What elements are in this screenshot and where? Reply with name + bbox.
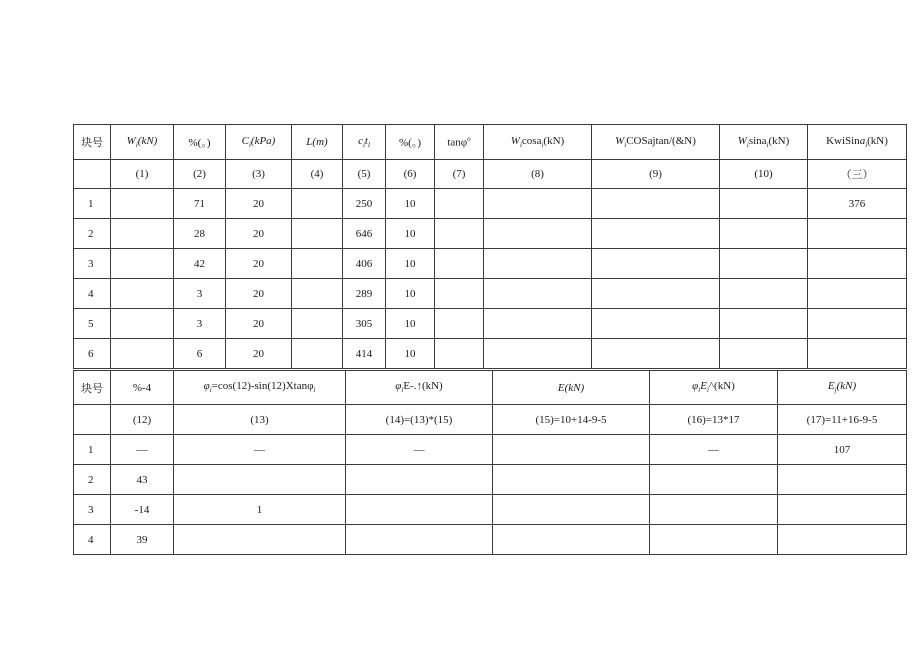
table-cell: [435, 309, 484, 339]
table-cell: [111, 339, 174, 369]
header-block-no: 块号: [74, 125, 111, 160]
table-cell: [484, 249, 592, 279]
table-cell: [435, 219, 484, 249]
number-cell: (17)=11+16-9-5: [778, 405, 907, 435]
table1-header-row: [74, 125, 907, 160]
table-cell: [720, 189, 808, 219]
table-cell: -14: [111, 495, 174, 525]
table-cell: [292, 249, 343, 279]
table-cell: 10: [386, 189, 435, 219]
table-cell: [720, 249, 808, 279]
number-cell: (8): [484, 160, 592, 189]
table-cell: 414: [343, 339, 386, 369]
table-row: [74, 339, 907, 369]
block-number: 2: [74, 465, 111, 495]
table-cell: [493, 465, 650, 495]
table2-number-row: [74, 405, 907, 435]
block-number: 4: [74, 279, 111, 309]
table-cell: [111, 249, 174, 279]
table-cell: [174, 525, 346, 555]
table-cell: [346, 465, 493, 495]
table-cell: 10: [386, 309, 435, 339]
number-cell: (3): [226, 160, 292, 189]
table-cell: [435, 249, 484, 279]
table-cell: [292, 189, 343, 219]
header-wi-sin: $W_i\sin a_i(kN)$: [720, 125, 808, 160]
calculation-table-1: [73, 124, 907, 369]
number-cell: (16)=13*17: [650, 405, 778, 435]
table-cell: [111, 309, 174, 339]
table-cell: [493, 525, 650, 555]
table-cell: —: [111, 435, 174, 465]
table-cell: [720, 309, 808, 339]
table-cell: [720, 219, 808, 249]
table-cell: [484, 189, 592, 219]
table-cell: 3: [174, 279, 226, 309]
number-cell: [74, 160, 111, 189]
block-number: 3: [74, 495, 111, 525]
table-cell: [592, 219, 720, 249]
table-cell: 43: [111, 465, 174, 495]
table-cell: 10: [386, 219, 435, 249]
table-row: [74, 219, 907, 249]
number-cell: (14)=(13)*(15): [346, 405, 493, 435]
number-cell: (12): [111, 405, 174, 435]
header-ej: $E_j(kN)$: [778, 371, 907, 405]
block-number: 3: [74, 249, 111, 279]
table-cell: [292, 309, 343, 339]
table-cell: 39: [111, 525, 174, 555]
number-cell: (1): [111, 160, 174, 189]
header-tan-phi: tanφ$^o$: [435, 125, 484, 160]
table-cell: [346, 525, 493, 555]
table-cell: 406: [343, 249, 386, 279]
header-angle-2: %(。): [386, 125, 435, 160]
calculation-table-2: [73, 370, 907, 555]
header-kwi-sin: KwiSina$_i$(kN): [808, 125, 907, 160]
table-cell: 646: [343, 219, 386, 249]
table-cell: [592, 309, 720, 339]
table-cell: [111, 219, 174, 249]
number-cell: (10): [720, 160, 808, 189]
table-cell: 20: [226, 279, 292, 309]
table-cell: [484, 309, 592, 339]
table-row: [74, 189, 907, 219]
table-cell: [292, 279, 343, 309]
table-cell: [111, 279, 174, 309]
table-cell: [484, 219, 592, 249]
header-e: E(kN): [493, 371, 650, 405]
table-row: [74, 249, 907, 279]
table-cell: [778, 525, 907, 555]
header-wi-cos-tan: $W_iCOSajtan/(\&N)$: [592, 125, 720, 160]
table-cell: [650, 525, 778, 555]
table2-header-row: [74, 371, 907, 405]
table-cell: 107: [778, 435, 907, 465]
table-cell: 20: [226, 189, 292, 219]
table-cell: 20: [226, 339, 292, 369]
number-cell: (9): [592, 160, 720, 189]
number-cell: (2): [174, 160, 226, 189]
table-cell: [592, 279, 720, 309]
block-number: 5: [74, 309, 111, 339]
table-cell: [484, 339, 592, 369]
table-row: [74, 495, 907, 525]
table-cell: 71: [174, 189, 226, 219]
number-cell: (4): [292, 160, 343, 189]
table-cell: 3: [174, 309, 226, 339]
table-cell: 10: [386, 279, 435, 309]
table-cell: 20: [226, 249, 292, 279]
block-number: 1: [74, 435, 111, 465]
table-cell: [592, 339, 720, 369]
table-cell: [493, 495, 650, 525]
table-cell: [292, 339, 343, 369]
table-cell: [174, 465, 346, 495]
table-cell: [720, 339, 808, 369]
table-cell: [592, 189, 720, 219]
table-cell: [484, 279, 592, 309]
table-cell: 42: [174, 249, 226, 279]
table-cell: 6: [174, 339, 226, 369]
header-wi-cos: $W_i\cos a_i(kN)$: [484, 125, 592, 160]
table-cell: 28: [174, 219, 226, 249]
table-cell: [778, 495, 907, 525]
table-row: [74, 465, 907, 495]
table-cell: [493, 435, 650, 465]
table-row: [74, 435, 907, 465]
table-cell: 289: [343, 279, 386, 309]
number-cell: (7): [435, 160, 484, 189]
number-cell: (15)=10+14-9-5: [493, 405, 650, 435]
table-cell: 250: [343, 189, 386, 219]
table-cell: —: [346, 435, 493, 465]
table-cell: [435, 339, 484, 369]
block-number: 6: [74, 339, 111, 369]
table-cell: [650, 465, 778, 495]
table-cell: 10: [386, 339, 435, 369]
header-angle-1: %(。): [174, 125, 226, 160]
table-cell: [808, 219, 907, 249]
table-row: [74, 279, 907, 309]
number-cell: (13): [174, 405, 346, 435]
number-cell: （三）: [808, 160, 907, 189]
table-row: [74, 309, 907, 339]
table-cell: [592, 249, 720, 279]
table-cell: —: [174, 435, 346, 465]
header-ci: $C_i(kPa)$: [226, 125, 292, 160]
table-cell: [111, 189, 174, 219]
table-cell: 20: [226, 309, 292, 339]
header-block-no: 块号: [74, 371, 111, 405]
table-cell: [435, 189, 484, 219]
table-cell: [720, 279, 808, 309]
number-cell: (5): [343, 160, 386, 189]
header-phi-formula: $\varphi_i=\cos(12)-\sin(12)Xtan\varphi_i$: [174, 371, 346, 405]
table-cell: 10: [386, 249, 435, 279]
number-cell: (6): [386, 160, 435, 189]
block-number: 2: [74, 219, 111, 249]
block-number: 4: [74, 525, 111, 555]
table-cell: [346, 495, 493, 525]
table-cell: 1: [174, 495, 346, 525]
table-cell: —: [650, 435, 778, 465]
table-cell: [808, 249, 907, 279]
table-cell: 376: [808, 189, 907, 219]
table-cell: [808, 339, 907, 369]
table1-number-row: [74, 160, 907, 189]
number-cell: [74, 405, 111, 435]
table-cell: [778, 465, 907, 495]
table-cell: [292, 219, 343, 249]
header-wi: $W_i(kN)$: [111, 125, 174, 160]
header-length: L(m): [292, 125, 343, 160]
table-cell: [808, 309, 907, 339]
block-number: 1: [74, 189, 111, 219]
table-cell: [435, 279, 484, 309]
table-cell: 305: [343, 309, 386, 339]
header-col-12: %-4: [111, 371, 174, 405]
table-cell: [650, 495, 778, 525]
table-cell: 20: [226, 219, 292, 249]
table-cell: [808, 279, 907, 309]
header-phi-ei: $\varphi_iE_i\^{}(kN)$: [650, 371, 778, 405]
header-cili: $c_it_l$: [343, 125, 386, 160]
header-phi-e: $\varphi_iE-.↑(kN)$: [346, 371, 493, 405]
table-row: [74, 525, 907, 555]
